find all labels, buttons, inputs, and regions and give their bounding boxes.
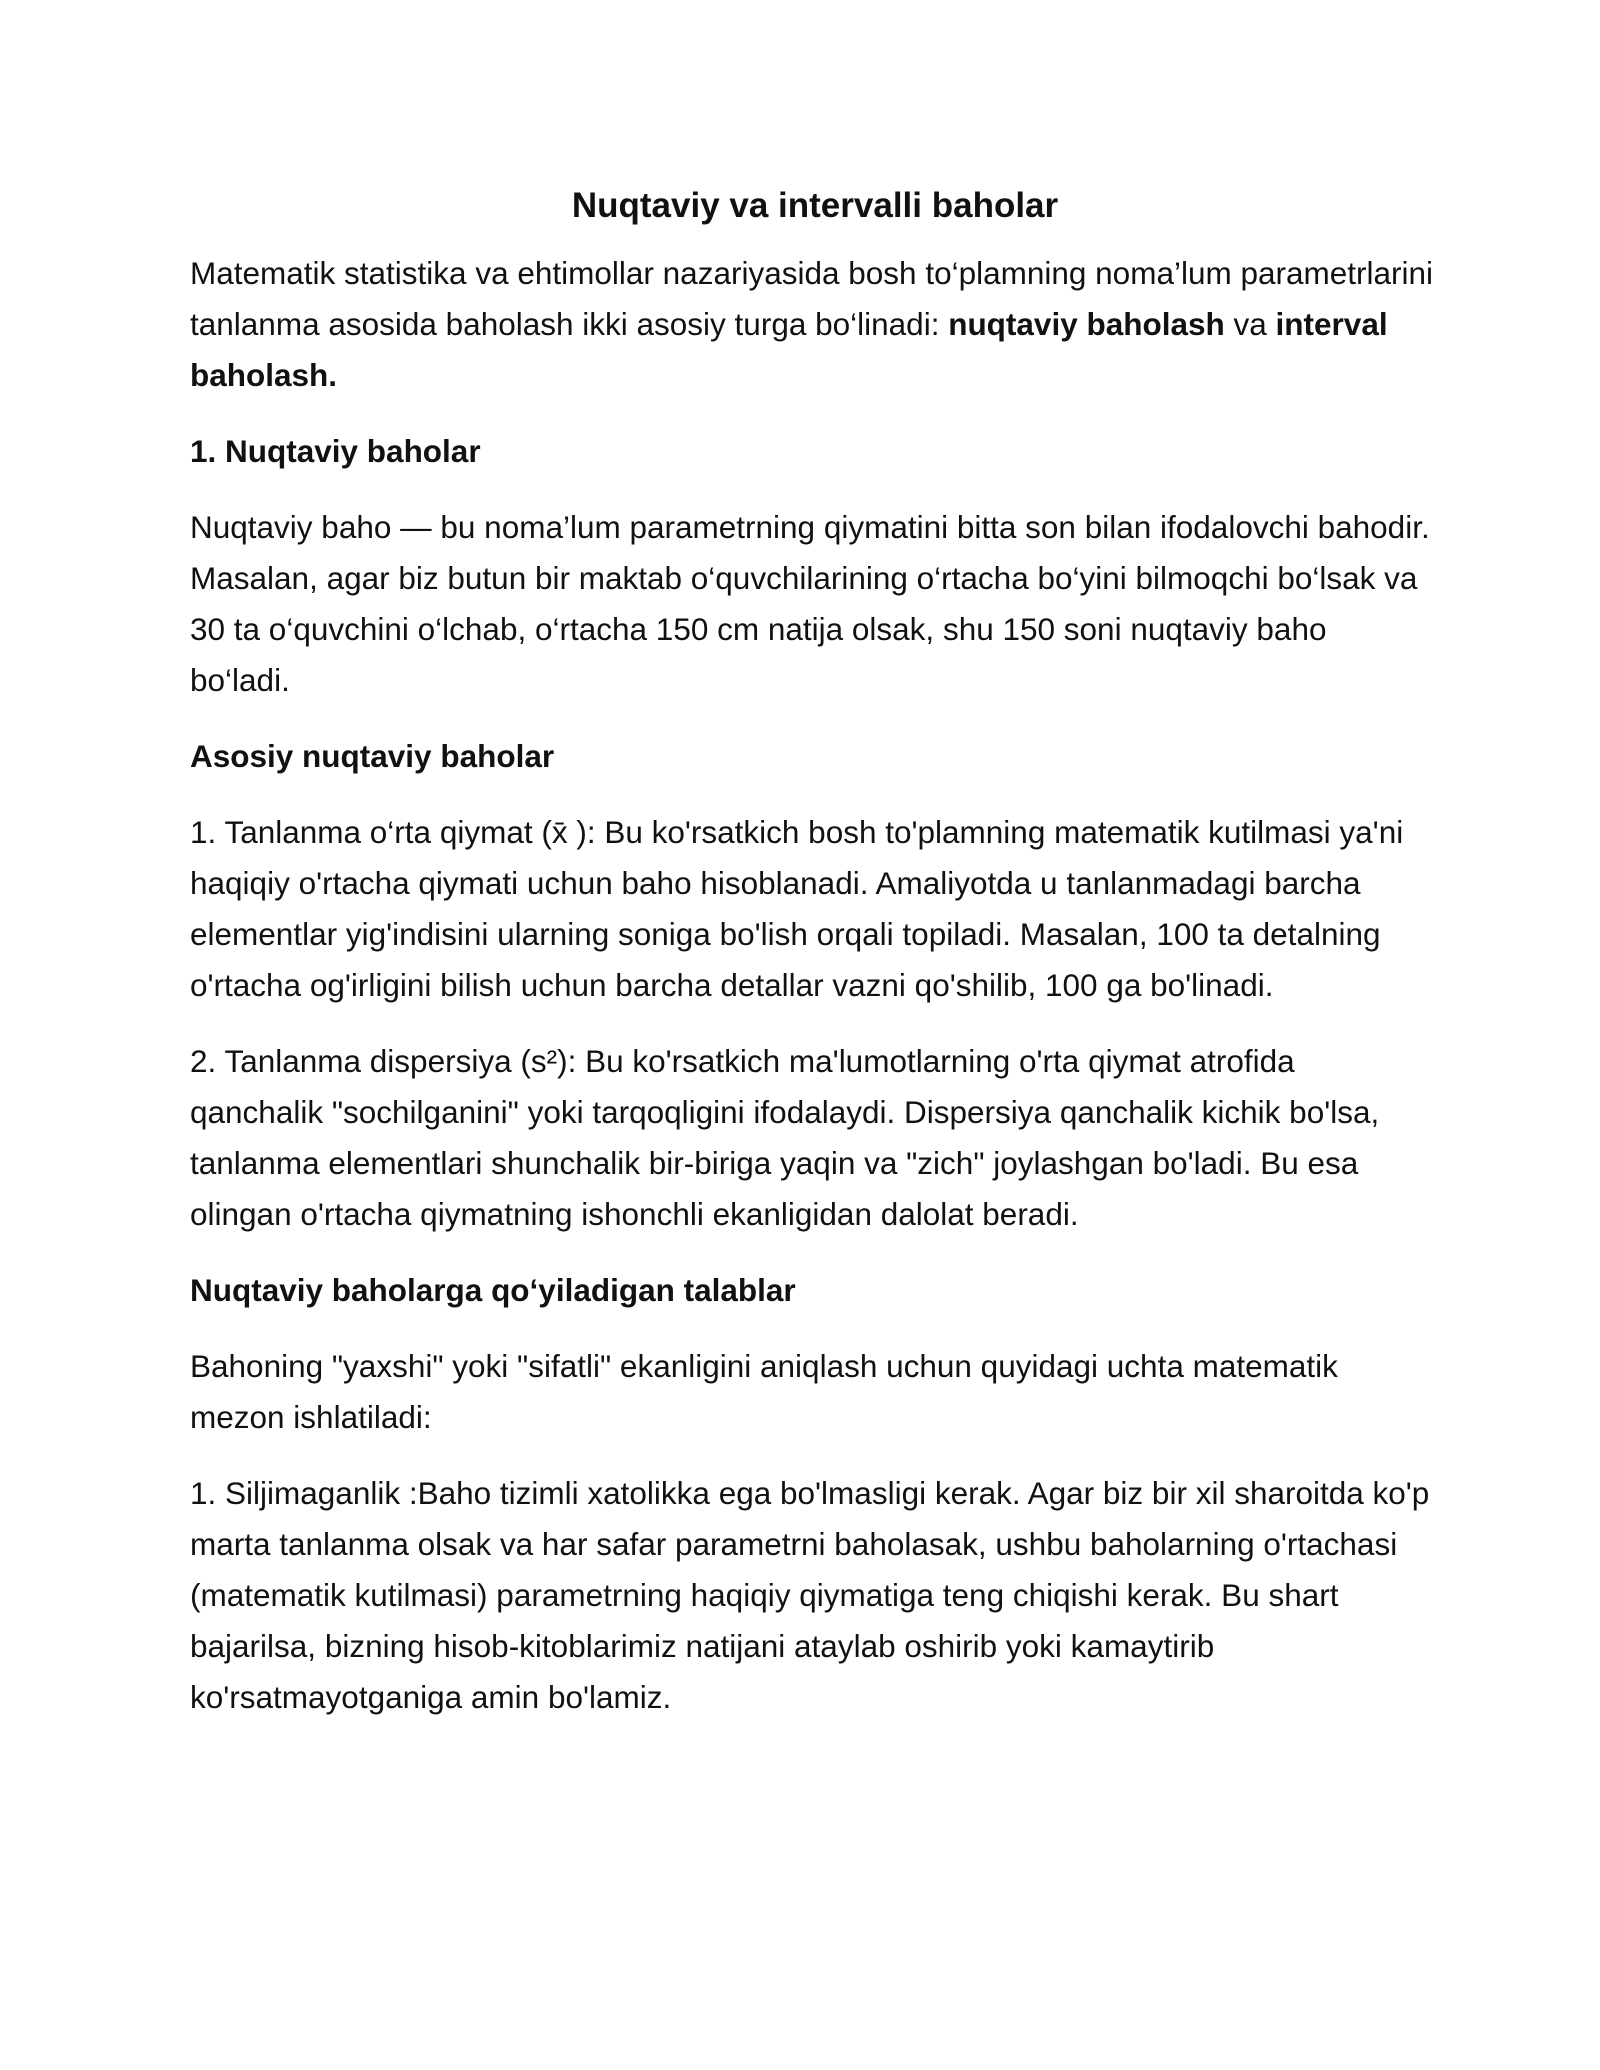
document-title: Nuqtaviy va intervalli baholar [571,186,1059,225]
sample-mean-paragraph: 1. Tanlanma o‘rta qiymat (x̄ ): Bu ko'rsatkich bosh to'plamning matematik kutilmasi ya'ni haqiqiy o'rtacha qiymati uchun baho hisoblanadi. Amaliyotda u tanlanmadagi barcha elementlar yig'indisini ularning soniga bo'lish orqali topiladi. Masalan, 100 ta detalning o'rtacha og'irligini bilish uchun barcha detallar vazni qo'shilib, 100 ga bo'linadi. [190,814,1404,1003]
unbiasedness-paragraph: 1. Siljimaganlik :Baho tizimli xatolikka ega bo'lmasligi kerak. Agar biz bir xil sharoitda ko'p marta tanlanma olsak va har safar parametrni baholasak, ushbu baholarning o'rtachasi (matematik kutilmasi) parametrning haqiqiy qiymatiga teng chiqishi kerak. Bu shart bajarilsa, bizning hisob-kitoblarimiz natijani ataylab oshirib yoki kamaytirib ko'rsatmayotganiga amin bo'lamiz. [190,1475,1430,1715]
intro-bold-point-estimation: nuqtaviy baholash [948,306,1225,342]
section-1-heading: 1. Nuqtaviy baholar [190,433,481,469]
intro-paragraph [190,248,1435,401]
sample-variance-paragraph: 2. Tanlanma dispersiya (s²): Bu ko'rsatkich ma'lumotlarning o'rta qiymat atrofida qanchalik "sochilganini" yoki tarqoqligini ifodalaydi. Dispersiya qanchalik kichik bo'lsa, tanlanma elementlari shunchalik bir-biriga yaqin va "zich" joylashgan bo'ladi. Bu esa olingan o'rtacha qiymatning ishonchli ekanligidan dalolat beradi. [190,1043,1380,1232]
section-1-paragraph: Nuqtaviy baho — bu noma’lum parametrning qiymatini bitta son bilan ifodalovchi bahodir. Masalan, agar biz butun bir maktab o‘quvchilarining o‘rtacha bo‘yini bilmoqchi bo‘lsak va 30 ta o‘quvchini o‘lchab, o‘rtacha 150 cm natija olsak, shu 150 soni nuqtaviy baho bo‘ladi. [190,509,1430,698]
requirements-intro-paragraph: Bahoning "yaxshi" yoki "sifatli" ekanligini aniqlash uchun quyidagi uchta matematik mezon ishlatiladi: [190,1348,1338,1435]
document-body [190,180,1435,1748]
intro-bold-interval-estimation: interval baholash. [190,306,1388,393]
basic-estimates-heading: Asosiy nuqtaviy baholar [190,738,555,774]
requirements-heading: Nuqtaviy baholarga qo‘yiladigan talablar [190,1272,796,1308]
intro-text-before: Matematik statistika va ehtimollar nazariyasida bosh to‘plamning noma’lum parametrlarini tanlanma asosida baholash ikki asosiy turga bo‘linadi: [190,255,1434,342]
intro-text-middle: va [1224,306,1276,342]
